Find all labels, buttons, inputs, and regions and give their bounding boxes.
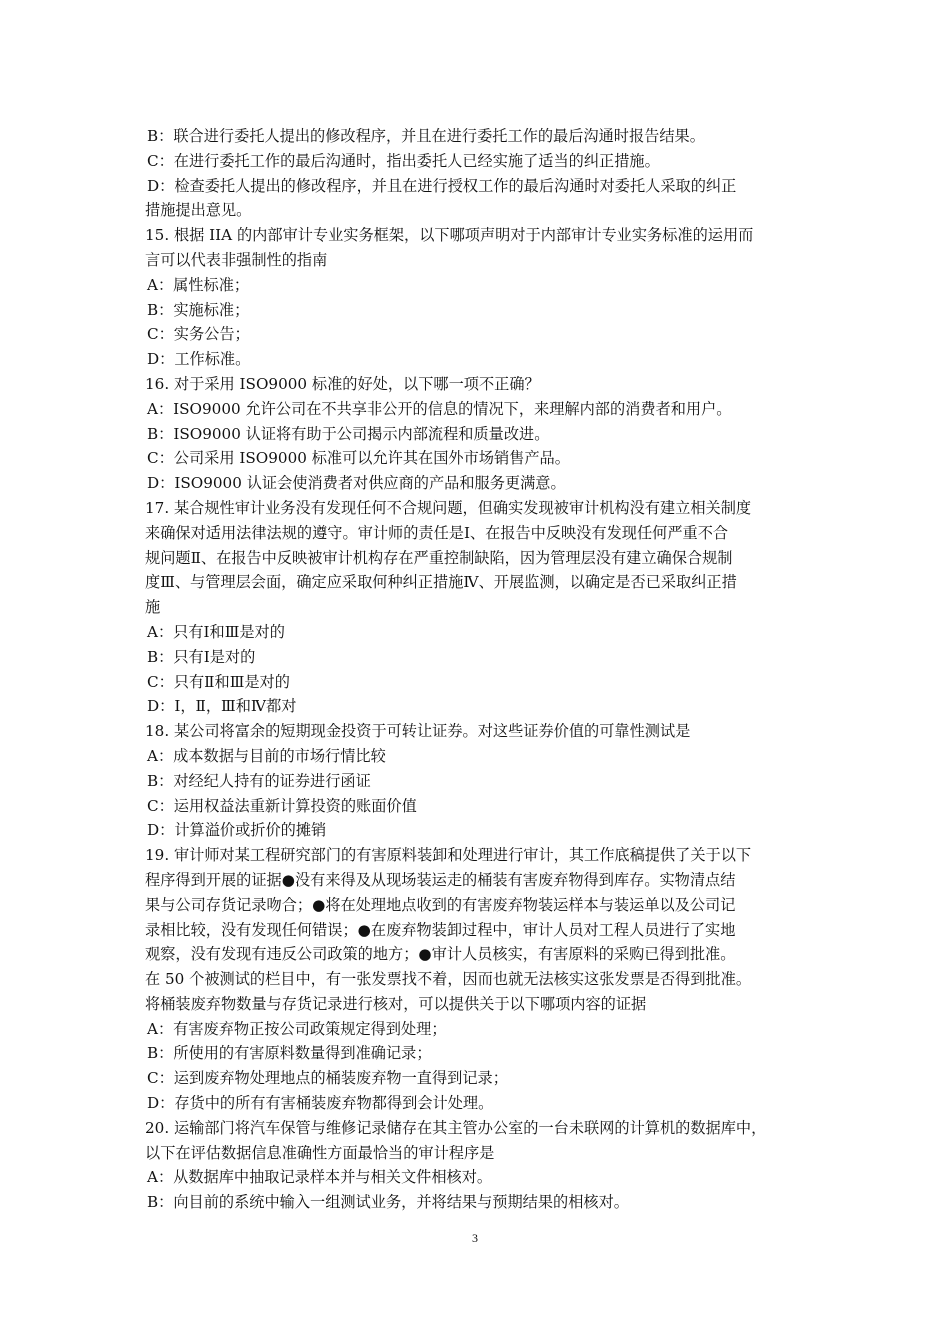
text-line: A：有害废弃物正按公司政策规定得到处理； bbox=[147, 1019, 447, 1038]
text-line: C：在进行委托工作的最后沟通时，指出委托人已经实施了适当的纠正措施。 bbox=[147, 151, 660, 170]
text-line: 施 bbox=[145, 598, 161, 617]
text-line: 措施提出意见。 bbox=[145, 201, 252, 220]
text-line: B：对经纪人持有的证券进行函证 bbox=[147, 771, 371, 790]
text-line: B：ISO9000 认证将有助于公司揭示内部流程和质量改进。 bbox=[147, 424, 550, 443]
text-line: D：ISO9000 认证会使消费者对供应商的产品和服务更满意。 bbox=[147, 474, 566, 493]
text-line: B：实施标准； bbox=[147, 300, 250, 319]
text-line: 17. 某合规性审计业务没有发现任何不合规问题，但确实发现被审计机构没有建立相关制度 bbox=[145, 498, 752, 517]
page-number: 3 bbox=[472, 1231, 478, 1245]
text-line: A：只有Ⅰ和Ⅲ是对的 bbox=[147, 622, 285, 641]
text-line: A：ISO9000 允许公司在不共享非公开的信息的情况下，来理解内部的消费者和用户。 bbox=[147, 399, 732, 418]
text-line: 度Ⅲ、与管理层会面，确定应采取何种纠正措施Ⅳ、开展监测，以确定是否已采取纠正措 bbox=[145, 573, 737, 592]
text-line: 将桶装废弃物数量与存货记录进行核对，可以提供关于以下哪项内容的证据 bbox=[145, 994, 647, 1013]
text-line: 以下在评估数据信息准确性方面最恰当的审计程序是 bbox=[145, 1143, 495, 1162]
text-line: 16. 对于采用 ISO9000 标准的好处，以下哪一项不正确？ bbox=[145, 374, 540, 393]
text-line: 果与公司存货记录吻合；●将在处理地点收到的有害废弃物装运样本与装运单以及公司记 bbox=[145, 895, 736, 914]
text-line: 来确保对适用法律法规的遵守。审计师的责任是Ⅰ、在报告中反映没有发现任何严重不合 bbox=[145, 523, 729, 542]
text-line: B：向目前的系统中输入一组测试业务，并将结果与预期结果的相核对。 bbox=[147, 1193, 629, 1212]
text-line: C：公司采用 ISO9000 标准可以允许其在国外市场销售产品。 bbox=[147, 449, 570, 468]
text-line: 言可以代表非强制性的指南 bbox=[145, 250, 328, 269]
text-line: C：只有Ⅱ和Ⅲ是对的 bbox=[147, 672, 290, 691]
text-line: D：计算溢价或折价的摊销 bbox=[147, 821, 327, 840]
text-line: 在 50 个被测试的栏目中，有一张发票找不着，因而也就无法核实这张发票是否得到批准。 bbox=[145, 970, 752, 989]
text-line: D：工作标准。 bbox=[147, 350, 251, 369]
text-line: 规问题Ⅱ、在报告中反映被审计机构存在严重控制缺陷，因为管理层没有建立确保合规制 bbox=[145, 548, 733, 567]
page-body bbox=[145, 124, 825, 1215]
text-line: A：成本数据与目前的市场行情比较 bbox=[147, 746, 386, 765]
text-line: 20. 运输部门将汽车保管与维修记录储存在其主管办公室的一台未联网的计算机的数据库中， bbox=[145, 1118, 767, 1137]
text-line: C：运到废弃物处理地点的桶装废弃物一直得到记录； bbox=[147, 1069, 508, 1088]
text-line: D：存货中的所有有害桶装废弃物都得到会计处理。 bbox=[147, 1094, 494, 1113]
text-line: 15. 根据 IIA 的内部审计专业实务框架，以下哪项声明对于内部审计专业实务标准的运用而 bbox=[145, 226, 754, 245]
text-line: A：从数据库中抽取记录样本并与相关文件相核对。 bbox=[147, 1168, 493, 1187]
text-line: D：Ⅰ，Ⅱ，Ⅲ和Ⅳ都对 bbox=[147, 697, 297, 716]
text-line: 19. 审计师对某工程研究部门的有害原料装卸和处理进行审计，其工作底稿提供了关于以下 bbox=[145, 846, 752, 865]
text-line: 程序得到开展的证据●没有来得及从现场装运走的桶装有害废弃物得到库存。实物清点结 bbox=[145, 870, 736, 889]
text-line: B：只有Ⅰ是对的 bbox=[147, 647, 256, 666]
text-line: C：运用权益法重新计算投资的账面价值 bbox=[147, 796, 417, 815]
text-line: 18. 某公司将富余的短期现金投资于可转让证券。对这些证券价值的可靠性测试是 bbox=[145, 722, 691, 741]
text-line: C：实务公告； bbox=[147, 325, 250, 344]
text-line: B：联合进行委托人提出的修改程序，并且在进行委托工作的最后沟通时报告结果。 bbox=[147, 127, 705, 145]
text-line: 观察，没有发现有违反公司政策的地方；●审计人员核实，有害原料的采购已得到批准。 bbox=[145, 945, 736, 964]
text-line: B：所使用的有害原料数量得到准确记录； bbox=[147, 1044, 432, 1063]
text-line: D：检查委托人提出的修改程序，并且在进行授权工作的最后沟通时对委托人采取的纠正 bbox=[147, 176, 737, 195]
text-line: A：属性标准； bbox=[147, 275, 250, 294]
text-line: 录相比较，没有发现任何错误；●在废弃物装卸过程中，审计人员对工程人员进行了实地 bbox=[145, 920, 736, 939]
